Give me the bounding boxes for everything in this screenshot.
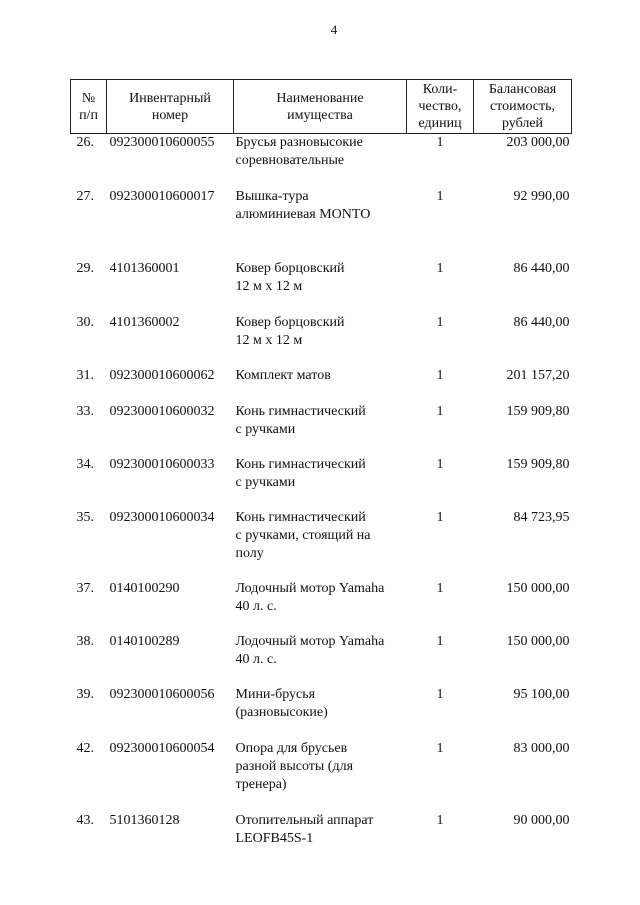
- balance-value: 84 723,95: [513, 509, 570, 525]
- header-line: стоимость,: [489, 99, 556, 114]
- item-name: [234, 134, 407, 188]
- row-number: 38.: [76, 633, 94, 649]
- header-line: номер: [151, 107, 189, 123]
- item-name: [234, 403, 407, 456]
- table-body: [71, 134, 572, 862]
- item-name-line: полу: [235, 545, 264, 561]
- item-name-line: Ковер борцовский: [235, 260, 345, 276]
- item-name-line: Лодочный мотор Yamaha: [235, 580, 385, 596]
- row-number: 34.: [76, 456, 94, 472]
- quantity: 1: [436, 314, 444, 330]
- item-name: [234, 580, 407, 633]
- table-row: [71, 633, 572, 686]
- quantity: 1: [436, 812, 444, 828]
- table-row: [71, 686, 572, 740]
- item-name-line: (разновысокие): [235, 704, 328, 720]
- row-number: 31.: [76, 367, 94, 383]
- table-row: [71, 812, 572, 862]
- item-name-line: Конь гимнастический: [235, 509, 366, 525]
- row-number: 26.: [76, 135, 94, 150]
- inventory-number: 0140100289: [109, 633, 180, 649]
- quantity: 1: [436, 456, 444, 472]
- table-row: [71, 367, 572, 403]
- balance-value: 201 157,20: [506, 367, 570, 383]
- item-name-line: Лодочный мотор Yamaha: [235, 633, 385, 649]
- header-line: п/п: [79, 107, 98, 123]
- balance-value: 83 000,00: [513, 740, 570, 756]
- item-name: [234, 188, 407, 260]
- item-name-line: Брусья разновысокие: [235, 135, 363, 150]
- item-name: [234, 260, 407, 314]
- item-name: [234, 314, 407, 367]
- balance-value: 95 100,00: [513, 686, 570, 702]
- balance-value: 92 990,00: [513, 188, 570, 204]
- item-name-line: с ручками: [235, 421, 296, 437]
- row-number: 43.: [76, 812, 94, 828]
- item-name-line: тренера): [235, 776, 287, 792]
- header-inventory: [107, 80, 234, 134]
- row-number: 33.: [76, 403, 94, 419]
- row-number: 39.: [76, 686, 94, 702]
- item-name: [234, 367, 407, 403]
- quantity: 1: [436, 188, 444, 204]
- inventory-number: 092300010600062: [109, 367, 215, 383]
- item-name-line: 12 м х 12 м: [235, 332, 303, 348]
- table-row: [71, 260, 572, 314]
- header-line: рублей: [501, 116, 544, 131]
- table-row: [71, 134, 572, 188]
- item-name-line: 40 л. с.: [235, 598, 277, 614]
- table-row: [71, 403, 572, 456]
- table-row: [71, 509, 572, 580]
- item-name-line: с ручками: [235, 474, 296, 490]
- table-row: [71, 740, 572, 812]
- item-name-line: Комплект матов: [235, 367, 331, 383]
- header-line: Инвентарный: [129, 90, 211, 106]
- item-name: [234, 509, 407, 580]
- quantity: 1: [436, 509, 444, 525]
- balance-value: 150 000,00: [506, 633, 570, 649]
- item-name: [234, 633, 407, 686]
- item-name-line: Ковер борцовский: [235, 314, 345, 330]
- table-row: [71, 456, 572, 509]
- header-line: Коли-: [422, 82, 458, 97]
- item-name-line: Мини-брусья: [235, 686, 316, 702]
- header-value: [474, 80, 572, 134]
- item-name-line: 12 м х 12 м: [235, 278, 303, 294]
- quantity: 1: [436, 367, 444, 383]
- balance-value: 159 909,80: [506, 403, 570, 419]
- inventory-number: 092300010600033: [109, 456, 215, 472]
- property-table: [70, 79, 572, 862]
- balance-value: 203 000,00: [506, 135, 570, 150]
- header-name: [234, 80, 407, 134]
- header-line: Балансовая: [488, 82, 557, 97]
- row-number: 42.: [76, 740, 94, 756]
- quantity: 1: [436, 686, 444, 702]
- balance-value: 159 909,80: [506, 456, 570, 472]
- table-header-row: [71, 80, 572, 134]
- header-line: имущества: [287, 107, 353, 123]
- item-name-line: с ручками, стоящий на: [235, 527, 371, 543]
- item-name-line: Конь гимнастический: [235, 456, 366, 472]
- inventory-number: 092300010600055: [109, 135, 215, 150]
- header-line: Наименование: [276, 90, 364, 106]
- inventory-number: 092300010600034: [109, 509, 215, 525]
- item-name-line: Конь гимнастический: [235, 403, 366, 419]
- inventory-number: 5101360128: [109, 812, 180, 828]
- inventory-number: 0140100290: [109, 580, 180, 596]
- quantity: 1: [436, 135, 444, 150]
- row-number: 30.: [76, 314, 94, 330]
- header-quantity: [407, 80, 474, 134]
- item-name: [234, 686, 407, 740]
- item-name-line: алюминиевая MONTO: [235, 206, 371, 222]
- inventory-number: 4101360002: [109, 314, 180, 330]
- inventory-number: 092300010600032: [109, 403, 215, 419]
- inventory-number: 092300010600054: [109, 740, 215, 756]
- table-row: [71, 580, 572, 633]
- quantity: 1: [436, 740, 444, 756]
- item-name-line: соревновательные: [235, 153, 345, 168]
- header-line: единиц: [418, 116, 462, 131]
- balance-value: 150 000,00: [506, 580, 570, 596]
- header-line: №: [81, 90, 96, 106]
- item-name-line: разной высоты (для: [235, 758, 354, 774]
- quantity: 1: [436, 633, 444, 649]
- item-name: [234, 812, 407, 862]
- table-row: [71, 314, 572, 367]
- row-number: 37.: [76, 580, 94, 596]
- inventory-number: 092300010600056: [109, 686, 215, 702]
- table-row: [71, 188, 572, 260]
- row-number: 27.: [76, 188, 94, 204]
- balance-value: 86 440,00: [513, 314, 570, 330]
- inventory-number: 092300010600017: [109, 188, 215, 204]
- row-number: 35.: [76, 509, 94, 525]
- header-number: [71, 80, 107, 134]
- item-name-line: 40 л. с.: [235, 651, 277, 667]
- item-name: [234, 740, 407, 812]
- row-number: 29.: [76, 260, 94, 276]
- item-name-line: Опора для брусьев: [235, 740, 348, 756]
- item-name-line: Отопительный аппарат: [235, 812, 374, 828]
- item-name-line: LEOFB45S-1: [235, 830, 314, 846]
- item-name-line: Вышка-тура: [235, 188, 309, 204]
- page-number: 4: [330, 22, 338, 37]
- balance-value: 86 440,00: [513, 260, 570, 276]
- quantity: 1: [436, 260, 444, 276]
- inventory-number: 4101360001: [109, 260, 180, 276]
- balance-value: 90 000,00: [513, 812, 570, 828]
- quantity: 1: [436, 580, 444, 596]
- header-line: чество,: [418, 99, 462, 114]
- item-name: [234, 456, 407, 509]
- quantity: 1: [436, 403, 444, 419]
